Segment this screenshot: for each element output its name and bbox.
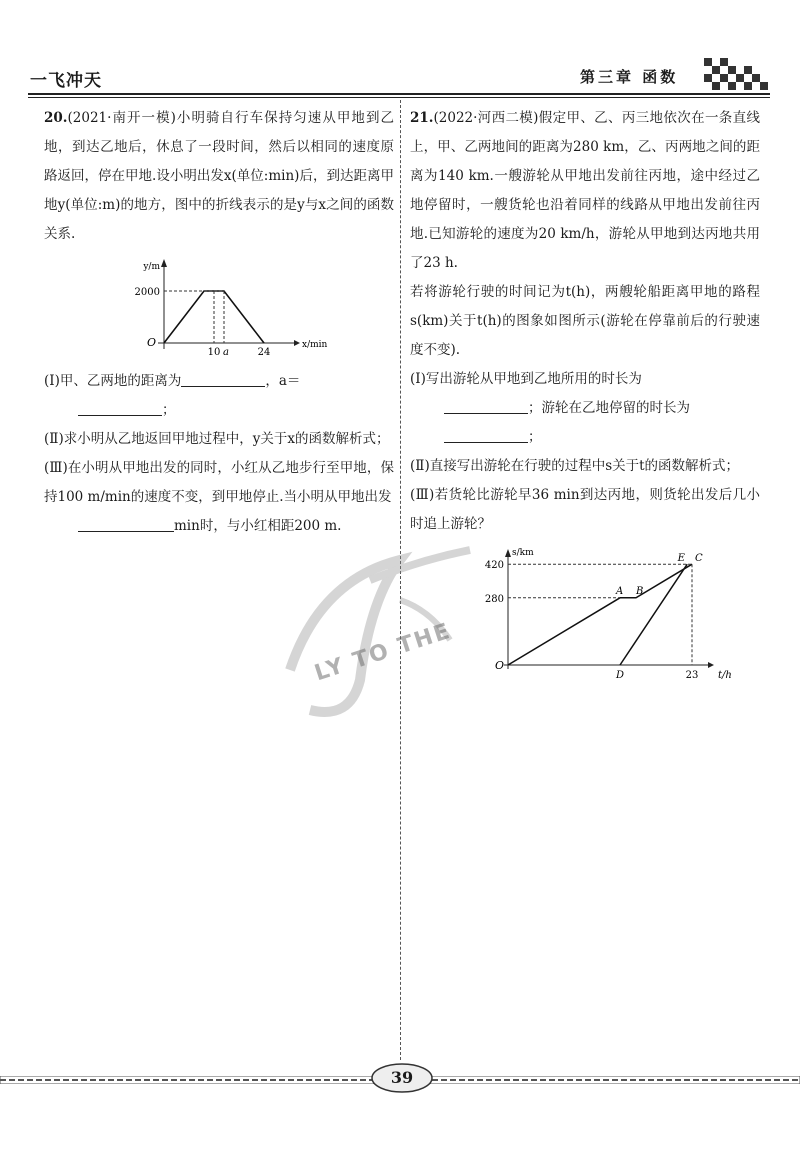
x-tick-label: a [223, 347, 229, 358]
q21-number: 21. [410, 110, 434, 126]
q20-answer-distance-blank[interactable] [181, 370, 265, 387]
y-tick-label: 280 [484, 593, 504, 605]
q20-part1-cont [44, 396, 394, 425]
q21-graph [410, 545, 750, 685]
question-20 [44, 104, 394, 541]
q20-stem [44, 104, 394, 249]
point-label-A: A [616, 585, 624, 597]
cargo-ship-line [620, 564, 687, 665]
q21-part1-cont [410, 394, 760, 423]
question-21 [410, 104, 760, 689]
q21-part1-end: ； [528, 429, 542, 445]
q21-stem-text: (2022·河西二模)假定甲、乙、丙三地依次在一条直线上，甲、乙两地间的距离为280 km，乙、丙两地之间的距离为140 km.一艘游轮从甲地出发前往丙地，途中经过乙地停留时，一艘货轮也沿着同样的线路从甲地出发前往丙地.已知游轮的速度为20 km/h，游轮从甲地到达丙地共用了23 h. [410, 110, 760, 271]
y-tick-label: 420 [484, 560, 504, 572]
q21-part1-text: (Ⅰ)写出游轮从甲地到乙地所用的时长为 [410, 371, 642, 387]
page-number: 39 [390, 1068, 414, 1087]
q20-part3-cont [44, 512, 394, 541]
y-tick-label: 2000 [134, 287, 160, 298]
x-tick-label: 10 [207, 347, 221, 358]
header-rule [28, 93, 770, 98]
q20-answer-a-blank[interactable] [78, 399, 162, 416]
q21-part1 [410, 365, 760, 394]
cruise-ship-line [508, 564, 692, 665]
point-label-E: E [677, 553, 685, 565]
x-axis-label: t/h [718, 670, 732, 681]
q20-part3 [44, 454, 394, 512]
point-label-C: C [695, 553, 703, 565]
watermark-text: LY TO THE [311, 618, 455, 687]
q20-number: 20. [44, 110, 68, 126]
chapter-title: 第三章 函数 [580, 68, 679, 86]
q20-stem-text: (2021·南开一模)小明骑自行车保持匀速从甲地到乙地，到达乙地后，休息了一段时间，然后以相同的速度原路返回，停在甲地.设小明出发x(单位:min)后，到达距离甲地y(单位:m)的地方，图中的折线表示的是y与x之间的函数关系. [44, 110, 394, 242]
q20-part3-end: min时，与小红相距200 m. [174, 518, 342, 534]
q21-part1-text-b: ；游轮在乙地停留的时长为 [528, 400, 690, 416]
q20-graph [44, 255, 384, 363]
y-axis-arrow [161, 259, 167, 267]
q20-part1-text-b: ，a＝ [265, 373, 301, 389]
x-tick-label: D [615, 670, 625, 681]
q21-part1-cont2 [410, 423, 760, 452]
y-axis-label: y/m [143, 262, 160, 272]
q20-part1-text: (Ⅰ)甲、乙两地的距离为 [44, 373, 182, 389]
q20-answer-time-blank[interactable] [78, 515, 174, 532]
x-tick-label: 24 [257, 347, 271, 358]
q20-part2: (Ⅱ)求小明从乙地返回甲地过程中，y关于x的函数解析式； [44, 431, 390, 447]
x-axis-label: x/min [302, 340, 328, 350]
x-axis-arrow [294, 340, 300, 346]
q20-part3-text: (Ⅲ)在小明从甲地出发的同时，小红从乙地步行至甲地，保持100 m/min的速度不变，到甲地停止.当小明从甲地出发 [44, 460, 394, 505]
q21-part2: (Ⅱ)直接写出游轮在行驶的过程中s关于t的函数解析式； [410, 458, 740, 474]
brand-logo: 一飞冲天 [30, 71, 102, 91]
q21-answer-travel-blank[interactable] [444, 397, 528, 414]
point-label-B: B [636, 585, 644, 597]
x-axis-arrow [708, 662, 714, 668]
y-axis-label: s/km [512, 548, 534, 558]
y-axis-arrow [505, 549, 511, 557]
q20-part1-end: ； [162, 402, 176, 418]
q21-answer-stay-blank[interactable] [444, 426, 528, 443]
q21-stem2: 若将游轮行驶的时间记为t(h)，两艘轮船距离甲地的路程s(km)关于t(h)的图象如图所示(游轮在停靠前后的行驶速度不变). [410, 284, 760, 358]
q21-part3: (Ⅲ)若货轮比游轮早36 min到达丙地，则货轮出发后几小时追上游轮？ [410, 487, 760, 532]
q21-stem [410, 104, 760, 278]
checker-ornament-icon [704, 58, 768, 90]
origin-label: O [494, 659, 504, 672]
origin-label: O [146, 336, 156, 349]
q20-part1 [44, 367, 394, 396]
x-tick-label: 23 [685, 670, 699, 681]
